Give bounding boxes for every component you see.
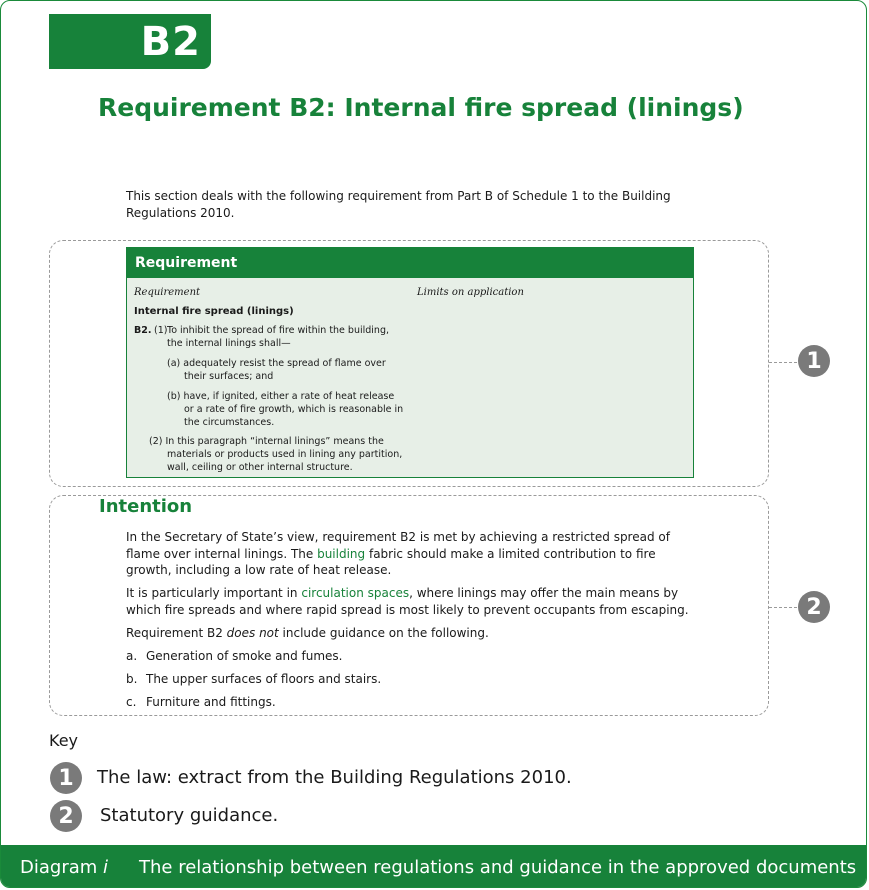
marker-1: 1 bbox=[798, 345, 830, 377]
requirement-header: Requirement bbox=[127, 248, 693, 278]
item-a-line2: their surfaces; and bbox=[184, 371, 274, 382]
intention-paragraph-1 bbox=[126, 529, 696, 579]
list-letter: a. bbox=[126, 649, 138, 663]
key-text-1: The law: extract from the Building Regulations 2010. bbox=[97, 767, 572, 788]
clause-b2-number: B2. bbox=[134, 325, 152, 336]
item-b-line3: the circumstances. bbox=[184, 417, 275, 428]
clause-1-number: (1) bbox=[154, 325, 168, 336]
clause-1-text-a: To inhibit the spread of fire within the building, bbox=[167, 325, 389, 336]
p3-text-after: include guidance on the following. bbox=[278, 626, 489, 640]
page-title: Requirement B2: Internal fire spread (linings) bbox=[98, 93, 744, 122]
marker-connector-2 bbox=[769, 607, 797, 608]
requirement-panel bbox=[126, 247, 694, 478]
intention-title: Intention bbox=[99, 496, 193, 517]
item-b-line2: or a rate of fire growth, which is reasonable in bbox=[184, 404, 404, 415]
caption-text: The relationship between regulations and guidance in the approved documents bbox=[139, 857, 857, 878]
item-a-line1: (a) adequately resist the spread of flame over bbox=[167, 358, 386, 369]
list-item bbox=[126, 648, 343, 664]
intro-text: This section deals with the following requirement from Part B of Schedule 1 to the Building Regulations 2010. bbox=[126, 189, 671, 220]
clause-2-line1: (2) In this paragraph “internal linings” means the bbox=[149, 436, 384, 447]
clause-2-line2: materials or products used in lining any partition, bbox=[167, 449, 403, 460]
circulation-spaces-link[interactable]: circulation spaces bbox=[301, 586, 410, 600]
column-limits: Limits on application bbox=[417, 287, 524, 298]
p3-text-before: Requirement B2 bbox=[126, 626, 227, 640]
list-item bbox=[126, 694, 276, 710]
caption-label bbox=[20, 857, 108, 878]
caption-label-italic: i bbox=[103, 857, 109, 878]
list-letter: c. bbox=[126, 695, 137, 709]
building-link[interactable]: building bbox=[317, 546, 366, 561]
p1-text-before: In the Secretary of State’s view, requirement B2 is met by achieving a restricted spread of flame over internal linings. The bbox=[126, 530, 670, 561]
list-text: Generation of smoke and fumes. bbox=[146, 649, 343, 663]
list-item bbox=[126, 671, 381, 687]
clause-2-line3: wall, ceiling or other internal structure. bbox=[167, 462, 353, 473]
p2-text-after: , where linings may offer the main means by which fire spreads and where rapid spread is most likely to prevent occupants from escaping. bbox=[126, 586, 689, 617]
clause-1-text-b: the internal linings shall— bbox=[167, 338, 291, 349]
list-text: The upper surfaces of floors and stairs. bbox=[146, 672, 382, 686]
intention-paragraph-3 bbox=[126, 625, 696, 642]
key-marker-1: 1 bbox=[50, 762, 82, 794]
p3-emphasis: does not bbox=[226, 626, 279, 640]
item-b-line1: (b) have, if ignited, either a rate of heat release bbox=[167, 391, 395, 402]
caption-label-text: Diagram bbox=[20, 857, 98, 878]
diagram-caption-bar bbox=[1, 845, 867, 888]
requirement-subtitle: Internal fire spread (linings) bbox=[134, 306, 294, 317]
p1-text-after: fabric should make a limited contribution to fire growth, including a low rate of heat release. bbox=[126, 546, 656, 577]
marker-2: 2 bbox=[798, 591, 830, 623]
intention-paragraph-2 bbox=[126, 585, 696, 618]
column-requirement: Requirement bbox=[134, 287, 201, 298]
key-title: Key bbox=[49, 731, 79, 750]
list-letter: b. bbox=[126, 672, 138, 686]
marker-connector-1 bbox=[769, 362, 797, 363]
section-badge: B2 bbox=[49, 14, 211, 69]
key-text-2: Statutory guidance. bbox=[100, 805, 279, 826]
key-marker-2: 2 bbox=[50, 800, 82, 832]
p2-text-before: It is particularly important in bbox=[126, 586, 302, 600]
list-text: Furniture and fittings. bbox=[146, 695, 276, 709]
